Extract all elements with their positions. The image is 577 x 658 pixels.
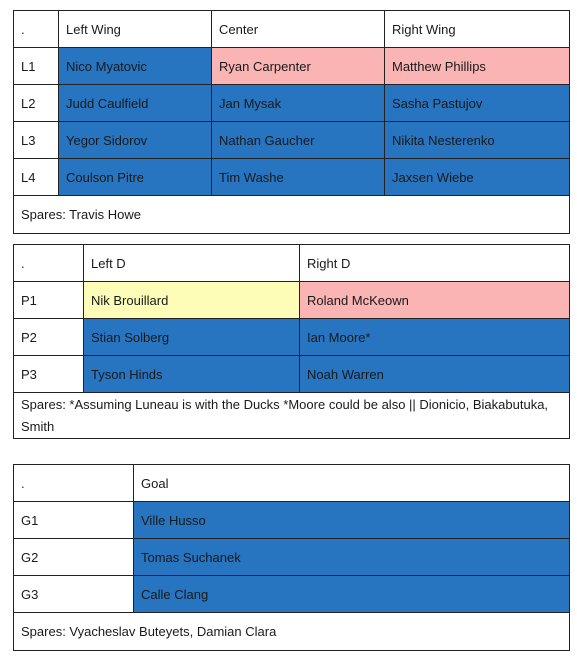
header-cell: . (14, 465, 134, 502)
row-label: P1 (14, 282, 84, 319)
player-cell: Noah Warren (300, 356, 570, 393)
goalies-table (13, 464, 570, 651)
player-cell: Sasha Pastujov (385, 85, 570, 122)
header-cell: Left D (84, 245, 300, 282)
spares-text: Spares: Travis Howe (14, 196, 570, 234)
table-row (14, 159, 570, 196)
table-row (14, 282, 570, 319)
player-cell: Nico Myatovic (59, 48, 212, 85)
header-cell: Right D (300, 245, 570, 282)
spares-row (14, 196, 570, 234)
row-label: G2 (14, 539, 134, 576)
spares-text: Spares: Vyacheslav Buteyets, Damian Clara (14, 613, 570, 651)
table-row (14, 539, 570, 576)
table-header-row (14, 245, 570, 282)
defense-table (13, 244, 570, 439)
player-cell: Yegor Sidorov (59, 122, 212, 159)
player-cell: Matthew Phillips (385, 48, 570, 85)
header-cell: Left Wing (59, 11, 212, 48)
header-cell: Goal (134, 465, 570, 502)
row-label: G1 (14, 502, 134, 539)
header-cell: . (14, 11, 59, 48)
header-cell: Right Wing (385, 11, 570, 48)
player-cell: Tomas Suchanek (134, 539, 570, 576)
row-label: L3 (14, 122, 59, 159)
row-label: P3 (14, 356, 84, 393)
player-cell: Coulson Pitre (59, 159, 212, 196)
row-label: L1 (14, 48, 59, 85)
row-label: L4 (14, 159, 59, 196)
table-header-row (14, 465, 570, 502)
table-row (14, 122, 570, 159)
player-cell: Jan Mysak (212, 85, 385, 122)
player-cell: Tim Washe (212, 159, 385, 196)
player-cell: Judd Caulfield (59, 85, 212, 122)
player-cell: Calle Clang (134, 576, 570, 613)
table-row (14, 319, 570, 356)
header-cell: Center (212, 11, 385, 48)
table-row (14, 85, 570, 122)
player-cell: Ville Husso (134, 502, 570, 539)
player-cell: Jaxsen Wiebe (385, 159, 570, 196)
player-cell: Tyson Hinds (84, 356, 300, 393)
table-header-row (14, 11, 570, 48)
player-cell: Stian Solberg (84, 319, 300, 356)
table-row (14, 48, 570, 85)
table-row (14, 356, 570, 393)
forwards-table (13, 10, 570, 234)
row-label: P2 (14, 319, 84, 356)
player-cell: Nik Brouillard (84, 282, 300, 319)
row-label: G3 (14, 576, 134, 613)
spares-text: Spares: *Assuming Luneau is with the Ducks *Moore could be also || Dionicio, Biakabutuka, Smith (14, 393, 570, 439)
header-cell: . (14, 245, 84, 282)
spares-row (14, 393, 570, 439)
table-row (14, 576, 570, 613)
player-cell: Ryan Carpenter (212, 48, 385, 85)
player-cell: Nikita Nesterenko (385, 122, 570, 159)
row-label: L2 (14, 85, 59, 122)
player-cell: Roland McKeown (300, 282, 570, 319)
table-row (14, 502, 570, 539)
player-cell: Ian Moore* (300, 319, 570, 356)
player-cell: Nathan Gaucher (212, 122, 385, 159)
spares-row (14, 613, 570, 651)
